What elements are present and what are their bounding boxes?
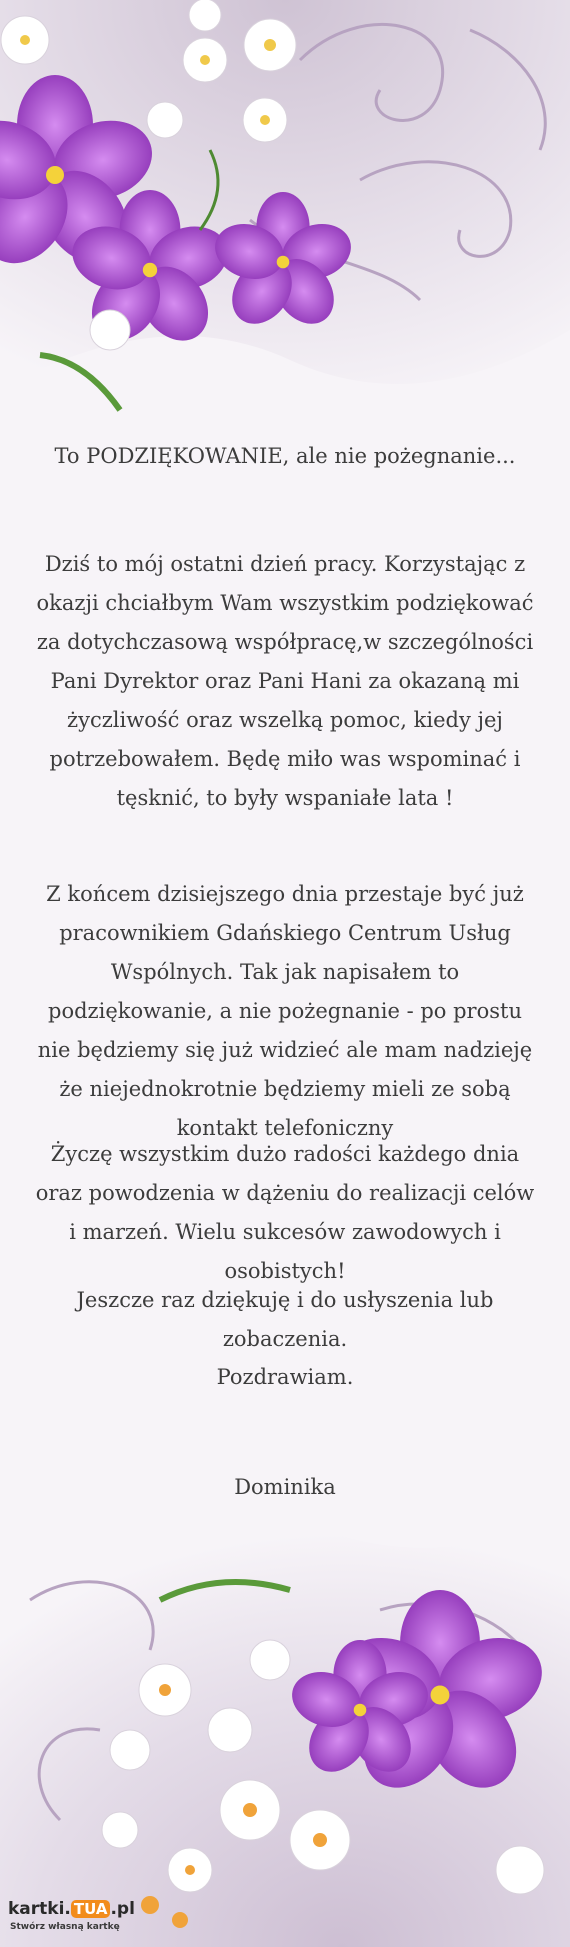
- card-paragraph-3: Życzę wszystkim dużo radości każdego dnia oraz powodzenia w dążeniu do realizacji celów i marzeń. Wielu sukcesów zawodowych i osobistych!: [35, 1142, 535, 1283]
- site-logo-link[interactable]: [6, 1897, 135, 1941]
- card-paragraph-2: Z końcem dzisiejszego dnia przestaje być już pracownikiem Gdańskiego Centrum Usług Wspólnych. Tak jak napisałem to podziękowanie, a nie pożegnanie - po prostu nie będziemy się już widzieć ale mam nadzieję że niejednokrotnie będziemy mieli ze sobą kontakt telefoniczny: [37, 882, 533, 1140]
- card-signature: Dominika: [234, 1475, 336, 1499]
- logo-tagline: Stwórz własną kartkę: [10, 1922, 120, 1932]
- logo-badge: TUA: [71, 1900, 111, 1918]
- card-title: To PODZIĘKOWANIE, ale nie pożegnanie...: [54, 444, 516, 468]
- card-paragraph-4: Jeszcze raz dziękuję i do usłyszenia lub zobaczenia.: [76, 1288, 494, 1351]
- card-paragraph-1: Dziś to mój ostatni dzień pracy. Korzystając z okazji chciałbym Wam wszystkim podziękować za dotychczasową współpracę,w szczególności Pani Dyrektor oraz Pani Hani za okazaną mi życzliwość oraz wszelką pomoc, kiedy jej potrzebowałem. Będę miło was wspominać i tęsknić, to były wspaniałe lata !: [36, 552, 534, 810]
- card-closing: Pozdrawiam.: [216, 1365, 354, 1389]
- logo-brand-left: kartki.: [8, 1899, 71, 1919]
- logo-brand-right: .pl: [110, 1899, 135, 1919]
- top-floral-decoration: [0, 0, 570, 470]
- site-logo: [8, 1899, 135, 1919]
